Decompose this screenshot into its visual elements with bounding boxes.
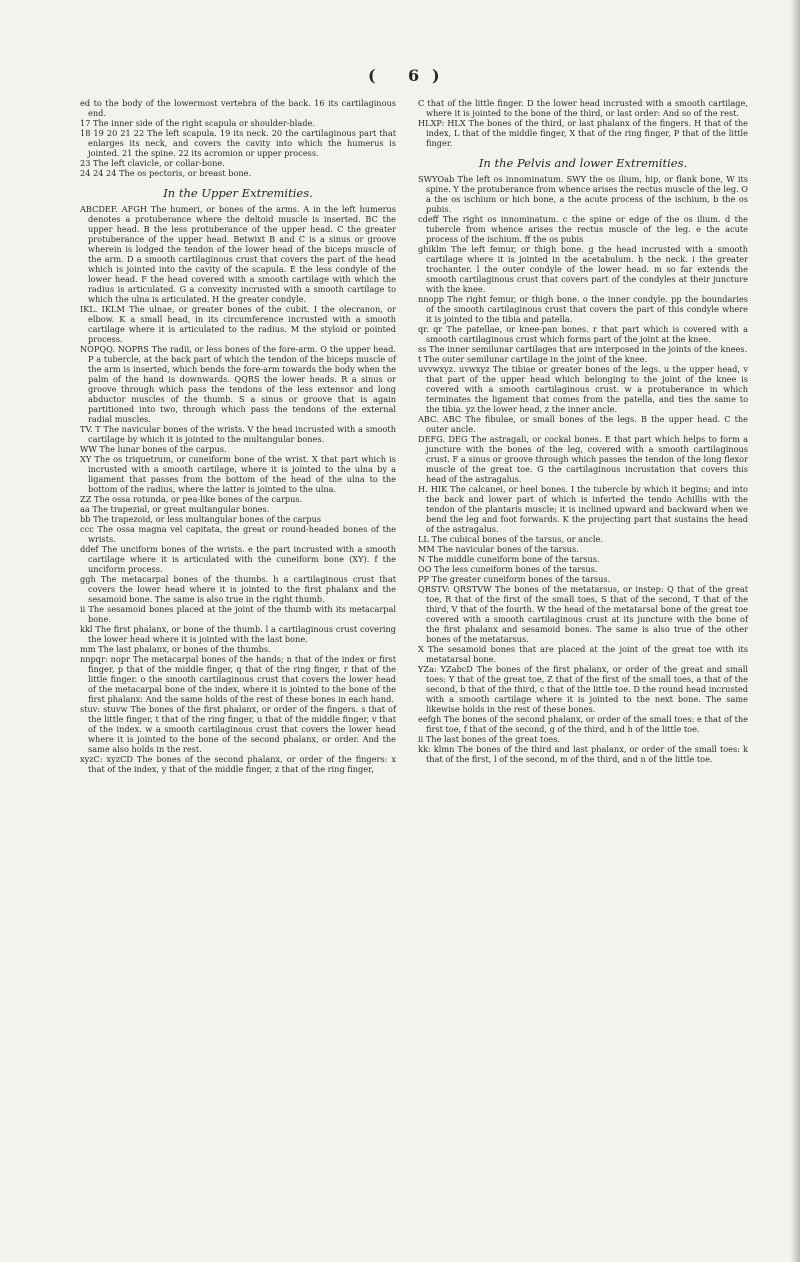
entry-paragraph: H. HIK The calcanei, or heel bones. I the tubercle by which it begins; and into the back and lower part of which is inferted the tendo Achillis with the tendon of the plantaris muscle; it is inclined upward and backward when we bend the leg and foot forwards. K the projecting part that sustains the head of the astragalus. [418,484,748,534]
entry-paragraph: ddef The unciform bones of the wrists. e the part incrusted with a smooth cartilage where it is articulated with the cuneiform bone (XY). f the unciform process. [80,544,396,574]
entry-paragraph: ABCDEF. AFGH The humeri, or bones of the arms. A in the left humerus denotes a protuberance where the deltoid muscle is inserted. BC the upper head. B the less protuberance of the upper head. C the greater protuberance of the upper head. Betwixt B and C is a sinus or groove wherein is lodged the tendon of the lower head of the biceps muscle of the arm. D a smooth cartilaginous crust that covers the part of the head which is jointed into the cavity of the scapula. E the less condyle of the lower head. F the head covered with a smooth cartilage with which the radius is articulated. G a convexity incrusted with a smooth cartilage to which the ulna is articulated. H the greater condyle. [80,204,396,304]
entry-paragraph: XY The os triquetrum, or cuneiform bone of the wrist. X that part which is incrusted with a smooth cartilage, where it is jointed to the ulna by a ligament that passes from the bottom of the head of the ulna to the bottom of the radius, where the latter is jointed to the ulna. [80,454,396,494]
header-left-paren: ( [368,66,376,85]
page-number: 6 [408,66,420,85]
entry-paragraph: ABC. ABC The fibulae, or small bones of the legs. B the upper head. C the outer ancle. [418,414,748,434]
entry-paragraph: 23 The left clavicle, or collar-bone. [80,158,225,168]
entry-paragraph: OO The less cuneiform bones of the tarsus. [418,564,598,574]
entry-paragraph: stuv: stuvw The bones of the first phalanx, or order of the fingers. s that of the little finger, t that of the ring finger, u that of the middle finger, v that of the index. w a smooth cartilaginous crust that covers the lower head where it is jointed to the bone of the second phalanx, or order. And the same also holds in the rest. [80,704,396,754]
entry-paragraph: ed to the body of the lowermost vertebra of the back. 16 its cartilaginous end. [80,98,396,118]
page-header [0,58,800,88]
entry-paragraph: cdeff The right os innominatum. c the spine or edge of the os ilium. d the tubercle from whence arises the rectus muscle of the leg. e the acute process of the ischium. ff the os pubis [418,214,748,244]
entry-paragraph: SWYOab The left os innominatum. SWY the os ilium, hip, or flank bone, W its spine. Y the protuberance from whence arises the rectus muscle of the leg. O a the os ischium or hich bone, a the acute process of the ischium, b the os pubis. [418,174,748,214]
entry-paragraph: WW The lunar bones of the carpus. [80,444,227,454]
entry-paragraph: LL The cubical bones of the tarsus, or ancle. [418,534,603,544]
entry-paragraph: PP The greater cuneiform bones of the tarsus. [418,574,611,584]
entry-paragraph: mm The last phalanx, or bones of the thumbs. [80,644,271,654]
section-title: In the Upper Extremities. [163,186,313,200]
entry-paragraph: uvvwxyz. uvwxyz The tibiae or greater bones of the legs. u the upper head, v that part of the upper head which belonging to the joint of the knee is covered with a smooth cartilaginous crust. w a protuberance in which terminates the ligament that comes from the patella, and ties the same to the tibia. yz the lower head, z the inner ancle. [418,364,748,414]
entry-paragraph: C that of the little finger. D the lower head incrusted with a smooth cartilage, where it is jointed to the bone of the third, or last order: And so of the rest. [418,98,748,118]
entry-paragraph: TV. T The navicular bones of the wrists. V the head incrusted with a smooth cartilage by which it is jointed to the multangular bones. [80,424,396,444]
entry-paragraph: eefgh The bones of the second phalanx, or order of the small toes: e that of the first toe, f that of the second, g of the third, and h of the little toe. [418,714,748,734]
entry-paragraph: kkl The first phalanx, or bone of the thumb. l a cartilaginous crust covering the lower head where it is jointed with the last bone. [80,624,396,644]
entry-paragraph: ggh The metacarpal bones of the thumbs. h a cartilaginous crust that covers the lower head where it is jointed to the first phalanx and the sesamoid bone. The same is also true in the right thumb. [80,574,396,604]
entry-paragraph: 18 19 20 21 22 The left scapula. 19 its neck. 20 the cartilaginous part that enlarges its neck, and covers the cavity into which the humerus is jointed. 21 the spine. 22 its acromion or upper process. [80,128,396,158]
entry-paragraph: nnopp The right femur, or thigh bone. o the inner condyle. pp the boundaries of the smooth cartilaginous crust that covers the part of this condyle where it is jointed to the tibia and patella. [418,294,748,324]
entry-paragraph: aa The trapezial, or great multangular bones. [80,504,270,514]
section-title: In the Pelvis and lower Extremities. [478,156,688,170]
right-column [418,98,748,764]
left-column [80,98,396,774]
entry-paragraph: ss The inner semilunar cartilages that are interposed in the joints of the knees. [418,344,748,354]
entry-paragraph: ccc The ossa magna vel capitata, the great or round-headed bones of the wrists. [80,524,396,544]
entry-paragraph: xyzC: xyzCD The bones of the second phalanx, or order of the fingers: x that of the index, y that of the middle finger, z that of the ring finger, [80,754,396,774]
entry-paragraph: QRSTV: QRSTVW The bones of the metatarsus, or instep: Q that of the great toe, R that of the first of the small toes, S that of the second, T that of the third, V that of the fourth. W the head of the metatarsal bone of the great toe covered with a smooth cartilaginous crust at its juncture with the bone of the first phalanx and sesamoid bones. The same is also true of the other bones of the metatarsus. [418,584,748,644]
page-edge-shadow [790,0,800,1262]
entry-paragraph: ghiklm The left femur, or thigh bone. g the head incrusted with a smooth cartilage where it is jointed in the acetabulum. h the neck. i the greater trochanter. l the outer condyle of the lower head. m so far extends the smooth cartilaginous crust that covers part of the condyles at their juncture with the knee. [418,244,748,294]
entry-paragraph: MM The navicular bones of the tarsus. [418,544,579,554]
header-right-paren: ) [432,66,440,85]
entry-paragraph: ii The sesamoid bones placed at the joint of the thumb with its metacarpal bone. [80,604,396,624]
entry-paragraph: N The middle cuneiform bone of the tarsus. [418,554,600,564]
entry-paragraph: YZa: YZabcD The bones of the first phalanx, or order of the great and small toes: Y that of the great toe, Z that of the first of the small toes, a that of the second, b that of the third, c that of the little toe. D the round head incrusted with a smooth cartilage where it is jointed to the next bone. The same likewise holds in the rest of these bones. [418,664,748,714]
entry-paragraph: kk: klmn The bones of the third and last phalanx, or order of the small toes: k that of the first, l of the second, m of the third, and n of the little toe. [418,744,748,764]
entry-paragraph: 17 The inner side of the right scapula or shoulder-blade. [80,118,315,128]
entry-paragraph: ii The last bones of the great toes. [418,734,560,744]
entry-paragraph: X The sesamoid bones that are placed at the joint of the great toe with its metatarsal bone. [418,644,748,664]
entry-paragraph: bb The trapezoid, or less multangular bones of the carpus [80,514,322,524]
entry-paragraph: qr. qr The patellae, or knee-pan bones. r that part which is covered with a smooth cartilaginous crust which forms part of the joint at the knee. [418,324,748,344]
entry-paragraph: t The outer semilunar cartilage in the joint of the knee. [418,354,648,364]
entry-paragraph: 24 24 24 The os pectoris, or breast bone. [80,168,252,178]
entry-paragraph: ZZ The ossa rotunda, or pea-like bones of the carpus. [80,494,303,504]
entry-paragraph: IKL. IKLM The ulnae, or greater bones of the cubit. I the olecranon, or elbow. K a small head, in its circumference incrusted with a smooth cartilage where it is articulated to the radius. M the styloid or pointed process. [80,304,396,344]
entry-paragraph: nnpqr: nopr The metacarpal bones of the hands; n that of the index or first finger, p that of the middle finger, q that of the ring finger, r that of the little finger. o the smooth cartilaginous crust that covers the lower head of the metacarpal bone of the index, where it is jointed to the bone of the first phalanx: And the same holds of the rest of these bones in each hand. [80,654,396,704]
entry-paragraph: HLXP: HLX The bones of the third, or last phalanx of the fingers. H that of the index, L that of the middle finger, X that of the ring finger, P that of the little finger. [418,118,748,148]
entry-paragraph: NOPQQ. NOPRS The radii, or less bones of the fore-arm. O the upper head. P a tubercle, at the back part of which the tendon of the biceps muscle of the arm is inserted, which bends the fore-arm towards the body when the palm of the hand is downwards. QQRS the lower heads. R a sinus or groove through which pass the tendons of the less extensor and long abductor muscles of the thumb. S a sinus or groove that is again partitioned into two, through which pass the tendons of the external radial muscles. [80,344,396,424]
entry-paragraph: DEFG. DEG The astragali, or cockal bones. E that part which helps to form a juncture with the bones of the leg, covered with a smooth cartilaginous crust. F a sinus or groove through which passes the tendon of the long flexor muscle of the great toe. G the cartilaginous incrustation that covers this head of the astragalus. [418,434,748,484]
